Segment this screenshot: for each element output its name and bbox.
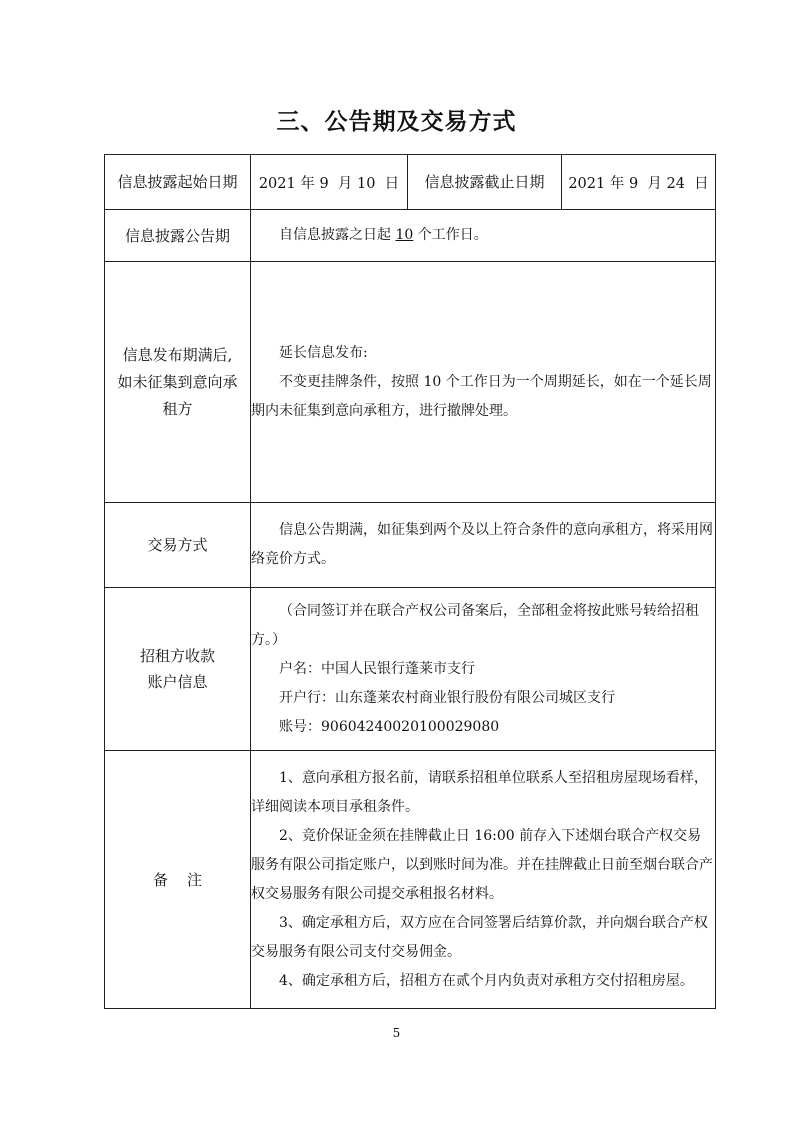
expiry-row — [105, 262, 716, 503]
account-label — [105, 588, 251, 751]
expiry-label-line-1: 信息发布期满后, — [122, 345, 233, 364]
period-text — [251, 221, 715, 250]
method-body: 信息公告期满，如征集到两个及以上符合条件的意向承租方，将采用网络竞价方式。 — [251, 522, 713, 567]
account-label-line-2: 账户信息 — [147, 673, 208, 691]
method-label: 交易方式 — [105, 503, 251, 588]
remarks-row — [105, 751, 716, 1009]
account-note: （合同签订并在联合产权公司备案后，全部租金将按此账号转给招租方。） — [251, 602, 699, 648]
period-text-before: 自信息披露之日起 — [279, 227, 396, 243]
period-label: 信息披露公告期 — [105, 210, 251, 262]
remark-item-1: 1、意向承租方报名前，请联系招租单位联系人至招租房屋现场看样，详细阅读本项目承租条件。 — [251, 769, 708, 815]
account-label-line-1: 招租方收款 — [139, 647, 215, 665]
end-date-value: 2021 年 9 月 24 日 — [562, 155, 716, 210]
period-content — [251, 210, 716, 262]
account-name: 户名：中国人民银行蓬莱市支行 — [279, 660, 475, 677]
page-number: 5 — [392, 1026, 401, 1040]
account-bank: 开户行：山东蓬莱农村商业银行股份有限公司城区支行 — [279, 689, 615, 706]
expiry-content — [251, 262, 716, 503]
account-number: 账号：90604240020100029080 — [279, 718, 500, 735]
expiry-label-line-3: 租方 — [162, 399, 193, 418]
remark-item-4: 4、确定承租方后，招租方在贰个月内负责对承租方交付招租房屋。 — [279, 972, 694, 989]
remark-item-2: 2、竞价保证金须在挂牌截止日 16:00 前存入下述烟台联合产权交易服务有限公司指定账户，以到账时间为准。并在挂牌截止日前至烟台联合产权交易服务有限公司提交承租报名材料。 — [251, 827, 713, 902]
announcement-table — [104, 154, 716, 1009]
end-date-label: 信息披露截止日期 — [408, 155, 562, 210]
remark-item-3: 3、确定承租方后，双方应在合同签署后结算价款，并向烟台联合产权交易服务有限公司支付交易佣金。 — [251, 914, 708, 960]
method-row — [105, 503, 716, 588]
remarks-content — [251, 751, 716, 1009]
expiry-label-line-2: 如未征集到意向承 — [117, 372, 238, 391]
account-row — [105, 588, 716, 751]
expiry-heading: 延长信息发布: — [279, 344, 368, 361]
period-row — [105, 210, 716, 262]
expiry-label — [105, 262, 251, 503]
start-date-label: 信息披露起始日期 — [105, 155, 251, 210]
page-title: 三、公告期及交易方式 — [276, 109, 517, 135]
dates-row — [105, 155, 716, 210]
method-content — [251, 503, 716, 588]
start-date-value: 2021 年 9 月 10 日 — [251, 155, 408, 210]
expiry-body: 不变更挂牌条件，按照 10 个工作日为一个周期延长，如在一个延长周期内未征集到意向承租方，进行撤牌处理。 — [251, 373, 712, 419]
remarks-label: 备 注 — [105, 751, 251, 1009]
period-text-after: 个工作日。 — [413, 227, 488, 243]
period-days: 10 — [395, 227, 414, 243]
account-content — [251, 588, 716, 751]
